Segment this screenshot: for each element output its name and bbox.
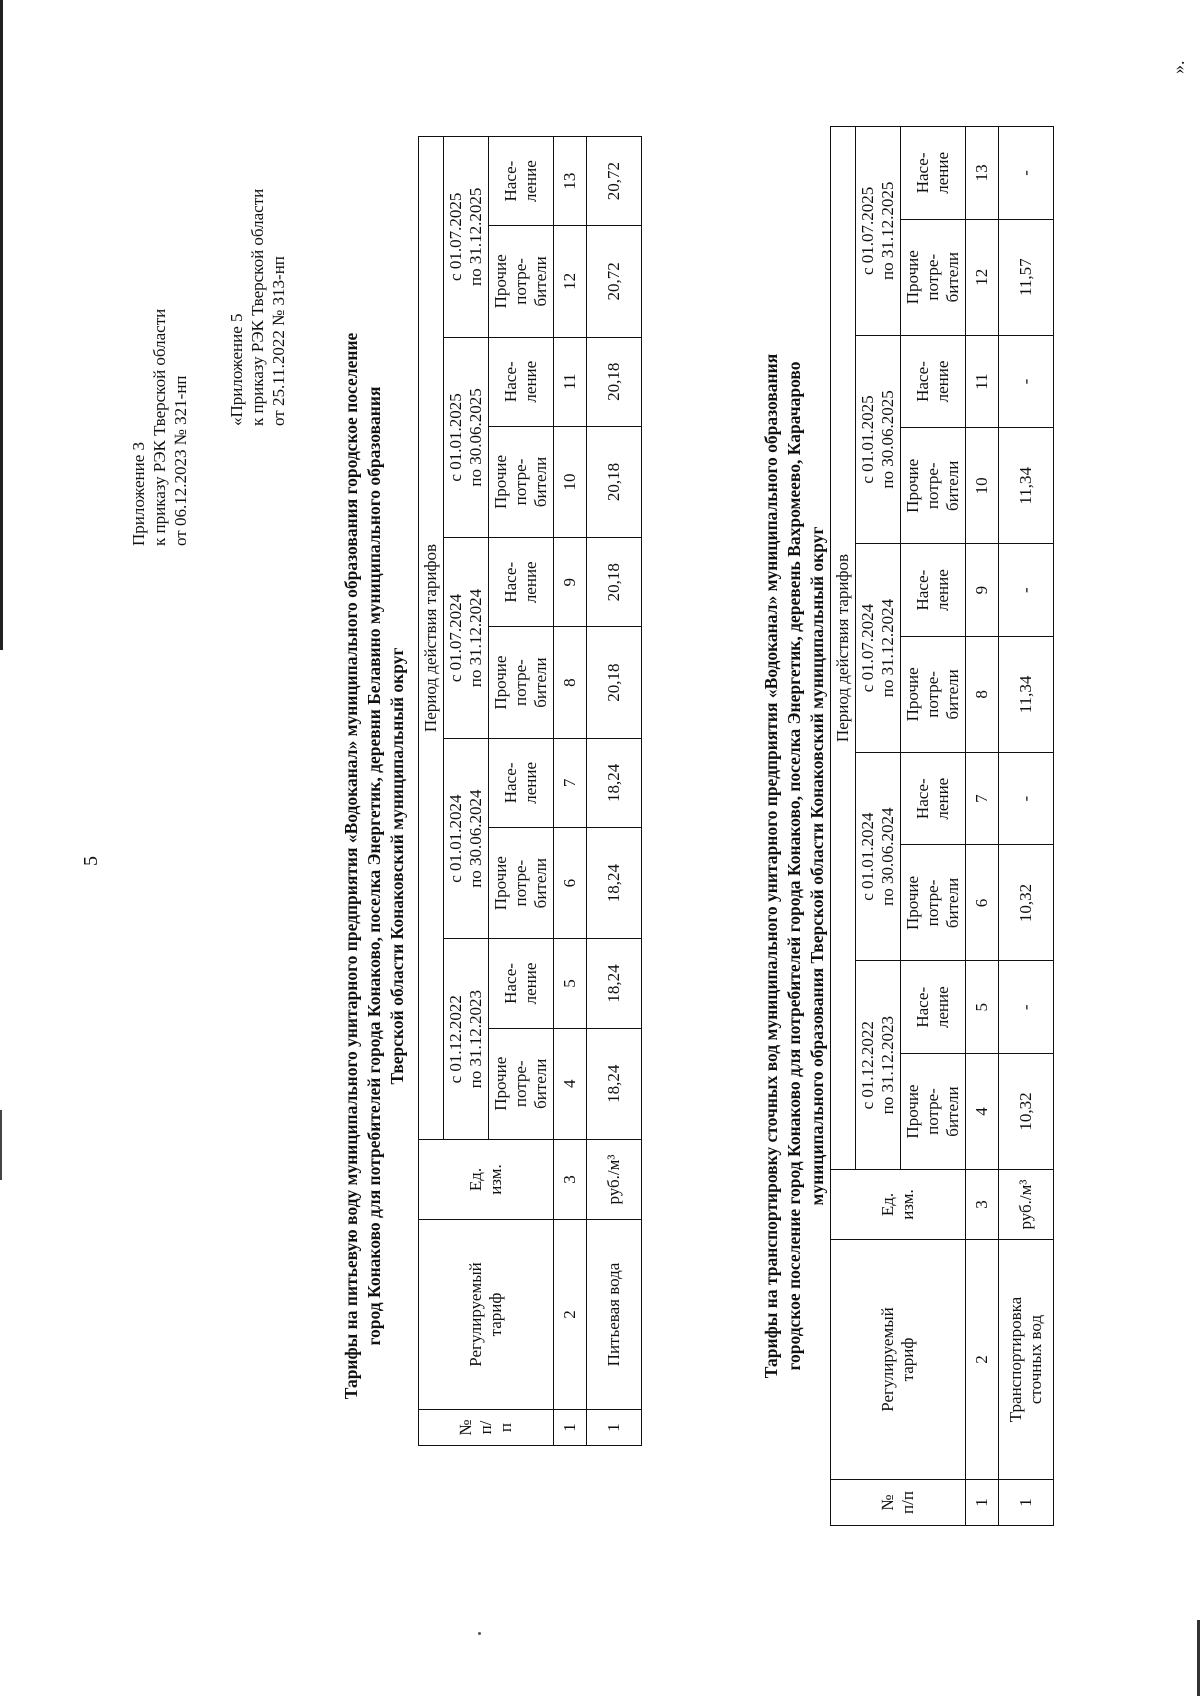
- header-population: Насе- ление: [489, 538, 554, 627]
- table-cell: -: [999, 127, 1054, 220]
- column-number: 7: [966, 752, 999, 845]
- column-number: 10: [554, 426, 587, 537]
- table-cell: руб./м³: [587, 1140, 642, 1220]
- column-number: 3: [554, 1140, 587, 1220]
- table-cell: -: [999, 752, 1054, 845]
- table-cell: 11,57: [999, 219, 1054, 335]
- header-other-consumers: Прочие потре- бители: [489, 827, 554, 938]
- header-unit: Ед. изм.: [831, 1170, 966, 1240]
- appendix-current-header: [128, 309, 191, 546]
- appendix-line: «Приложение 5: [227, 313, 246, 426]
- header-population: Насе- ление: [489, 939, 554, 1028]
- column-number-row: [554, 137, 587, 1446]
- column-number: 2: [554, 1220, 587, 1410]
- column-number: 13: [966, 127, 999, 220]
- table-cell: 11,34: [999, 428, 1054, 544]
- table-cell: Питьевая вода: [587, 1220, 642, 1410]
- table-cell: 1: [587, 1410, 642, 1446]
- header-period-range: с 01.07.2025 по 31.12.2025: [856, 127, 901, 336]
- header-population: Насе- ление: [489, 337, 554, 426]
- title-line: Тверской области Конаковский муниципальный округ: [387, 647, 407, 1085]
- column-number: 4: [554, 1028, 587, 1139]
- page-number: 5: [80, 856, 102, 866]
- header-population: Насе- ление: [489, 137, 554, 226]
- header-no: № п/ п: [419, 1410, 554, 1446]
- header-period-range: с 01.12.2022 по 31.12.2023: [856, 961, 901, 1170]
- header-unit: Ед. изм.: [419, 1140, 554, 1220]
- column-number: 1: [966, 1480, 999, 1526]
- header-population: Насе- ление: [901, 961, 966, 1054]
- header-population: Насе- ление: [901, 335, 966, 428]
- header-other-consumers: Прочие потре- бители: [489, 226, 554, 337]
- table-cell: 18,24: [587, 939, 642, 1028]
- drinking-water-tariff-table: [418, 136, 642, 1446]
- table-cell: 20,72: [587, 137, 642, 226]
- table-cell: 20,18: [587, 337, 642, 426]
- appendix-line: Приложение 3: [129, 442, 148, 546]
- table-cell: 10,32: [999, 1054, 1054, 1170]
- table-cell: -: [999, 961, 1054, 1054]
- header-population: Насе- ление: [489, 738, 554, 827]
- column-number: 9: [966, 544, 999, 637]
- table-cell: 1: [999, 1480, 1054, 1526]
- header-tariff: Регулируемый тариф: [419, 1220, 554, 1410]
- column-number: 11: [554, 337, 587, 426]
- column-number: 7: [554, 738, 587, 827]
- header-population: Насе- ление: [901, 544, 966, 637]
- column-number: 3: [966, 1170, 999, 1240]
- table-cell: 11,34: [999, 636, 1054, 752]
- table-cell: 18,24: [587, 827, 642, 938]
- header-period-range: с 01.07.2025 по 31.12.2025: [444, 137, 489, 338]
- table-cell: руб./м³: [999, 1170, 1054, 1240]
- header-other-consumers: Прочие потре- бители: [901, 219, 966, 335]
- column-number: 11: [966, 335, 999, 428]
- appendix-previous-header: [226, 189, 289, 426]
- column-number: 12: [554, 226, 587, 337]
- table-cell: -: [999, 544, 1054, 637]
- header-period-range: с 01.01.2025 по 30.06.2025: [856, 335, 901, 544]
- column-number: 12: [966, 219, 999, 335]
- header-other-consumers: Прочие потре- бители: [901, 845, 966, 961]
- appendix-line: к приказу РЭК Тверской области: [248, 188, 267, 426]
- column-number: 6: [554, 827, 587, 938]
- header-period-range: с 01.07.2024 по 31.12.2024: [444, 538, 489, 739]
- header-period-range: с 01.12.2022 по 31.12.2023: [444, 939, 489, 1140]
- table-cell: 18,24: [587, 1028, 642, 1139]
- header-period-range: с 01.01.2024 по 30.06.2024: [856, 752, 901, 961]
- table-cell: Транспортировка сточных вод: [999, 1240, 1054, 1480]
- table-cell: 20,18: [587, 426, 642, 537]
- table-row: [587, 137, 642, 1446]
- header-period: Период действия тарифов: [419, 137, 444, 1140]
- appendix-line: от 06.12.2023 № 321-нп: [171, 375, 190, 546]
- column-number: 9: [554, 538, 587, 627]
- header-population: Насе- ление: [901, 752, 966, 845]
- header-period: Период действия тарифов: [831, 127, 856, 1170]
- table-cell: 20,72: [587, 226, 642, 337]
- header-no: № п/п: [831, 1480, 966, 1526]
- table1-title: [340, 196, 409, 1536]
- title-line: город Конаково для потребителей города Конаково, поселка Энергетик, деревни Белавино муниципального образования: [364, 386, 384, 1346]
- title-line: Тарифы на питьевую воду муниципального унитарного предприятия «Водоканал» муниципального образования городское поселение: [341, 332, 361, 1400]
- table-cell: 10,32: [999, 845, 1054, 961]
- column-number: 10: [966, 428, 999, 544]
- table-cell: 20,18: [587, 538, 642, 627]
- wastewater-transport-tariff-table: [830, 126, 1054, 1526]
- header-other-consumers: Прочие потре- бители: [901, 1054, 966, 1170]
- appendix-line: к приказу РЭК Тверской области: [150, 308, 169, 546]
- table-cell: 20,18: [587, 627, 642, 738]
- column-number: 8: [966, 636, 999, 752]
- title-line: муниципального образования Тверской области Конаковский муниципальный округ: [807, 526, 827, 1206]
- column-number: 8: [554, 627, 587, 738]
- header-tariff: Регулируемый тариф: [831, 1240, 966, 1480]
- column-number: 5: [554, 939, 587, 1028]
- column-number: 4: [966, 1054, 999, 1170]
- title-line: Тарифы на транспортировку сточных вод муниципального унитарного предприятия «Водоканал» муниципального образования: [761, 353, 781, 1379]
- header-other-consumers: Прочие потре- бители: [901, 636, 966, 752]
- column-number: 6: [966, 845, 999, 961]
- column-number: 1: [554, 1410, 587, 1446]
- header-population: Насе- ление: [901, 127, 966, 220]
- header-period-range: с 01.01.2025 по 30.06.2025: [444, 337, 489, 538]
- closing-quote-mark: ».: [1168, 60, 1188, 74]
- table2-title: [760, 186, 829, 1546]
- column-number: 13: [554, 137, 587, 226]
- header-other-consumers: Прочие потре- бители: [901, 428, 966, 544]
- table-row: [999, 127, 1054, 1526]
- column-number: 5: [966, 961, 999, 1054]
- header-other-consumers: Прочие потре- бители: [489, 627, 554, 738]
- header-other-consumers: Прочие потре- бители: [489, 426, 554, 537]
- table-cell: -: [999, 335, 1054, 428]
- column-number-row: [966, 127, 999, 1526]
- header-period-range: с 01.07.2024 по 31.12.2024: [856, 544, 901, 753]
- appendix-line: от 25.11.2022 № 313-нп: [269, 256, 288, 426]
- column-number: 2: [966, 1240, 999, 1480]
- header-other-consumers: Прочие потре- бители: [489, 1028, 554, 1139]
- title-line: городское поселение город Конаково для потребителей города Конаково, поселка Энергетик, деревень Вахромеево, Карачарово: [784, 361, 804, 1371]
- table-cell: 18,24: [587, 738, 642, 827]
- header-period-range: с 01.01.2024 по 30.06.2024: [444, 738, 489, 939]
